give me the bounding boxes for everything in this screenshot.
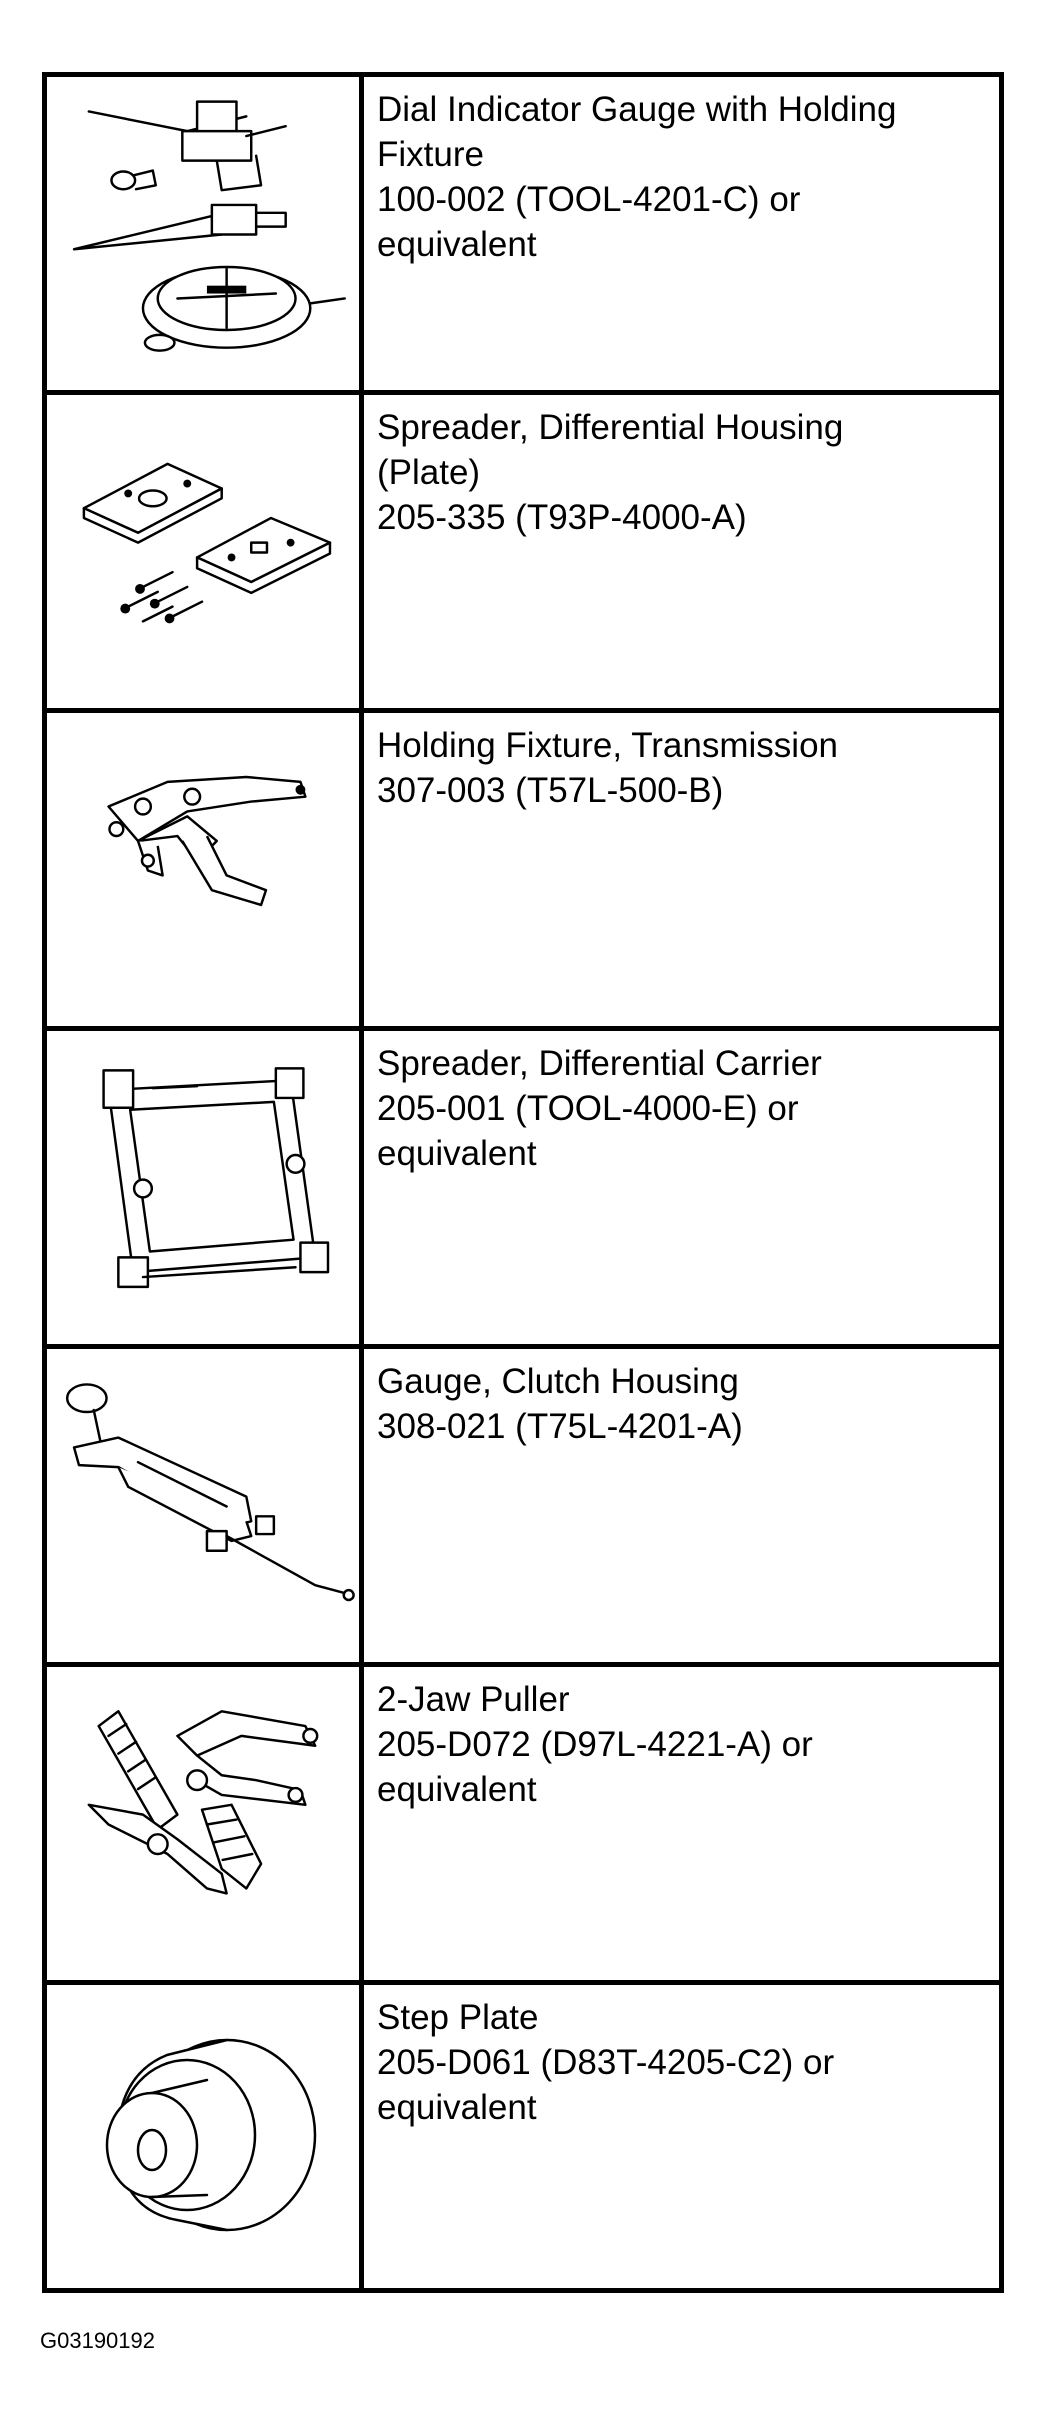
clutch-housing-gauge-icon [47,1349,359,1662]
tool-row [47,1349,999,1667]
tool-part-number: 205-D061 (D83T-4205-C2) or [377,2043,835,2082]
tool-image-cell [47,713,364,1026]
differential-housing-spreader-plate-icon [47,395,359,708]
tool-equivalent: equivalent [377,1134,537,1173]
tool-image-cell [47,77,364,390]
tool-name: Spreader, Differential Carrier [377,1044,822,1083]
dial-indicator-gauge-icon [47,77,359,390]
tool-name-cont: Fixture [377,135,484,174]
tool-image-cell [47,1031,364,1344]
tool-name: Gauge, Clutch Housing [377,1362,739,1401]
tool-part-number: 205-001 (TOOL-4000-E) or [377,1089,799,1128]
figure-id-caption: G03190192 [40,2328,155,2353]
tool-row [47,1985,999,2288]
tool-row [47,1031,999,1349]
tool-name: 2-Jaw Puller [377,1680,570,1719]
step-plate-icon [47,1985,359,2288]
differential-carrier-spreader-icon [47,1031,359,1344]
tool-description [377,1677,989,1812]
tool-description [377,1359,989,1449]
tool-row [47,713,999,1031]
two-jaw-puller-icon [47,1667,359,1980]
tool-name: Step Plate [377,1998,539,2037]
tool-part-number: 205-335 (T93P-4000-A) [377,498,747,537]
tool-row [47,395,999,713]
tool-image-cell [47,1985,364,2288]
tool-part-number: 100-002 (TOOL-4201-C) or [377,180,801,219]
tool-image-cell [47,1667,364,1980]
special-tools-table [42,72,1004,2293]
tool-part-number: 205-D072 (D97L-4221-A) or [377,1725,813,1764]
tool-part-number: 308-021 (T75L-4201-A) [377,1407,743,1446]
tool-equivalent: equivalent [377,2088,537,2127]
tool-image-cell [47,395,364,708]
tool-description [377,405,989,540]
tool-row [47,77,999,395]
tool-part-number: 307-003 (T57L-500-B) [377,771,724,810]
tool-row [47,1667,999,1985]
tool-description [377,723,989,813]
tool-image-cell [47,1349,364,1662]
tool-description [377,1041,989,1176]
tool-name-cont: (Plate) [377,453,481,492]
tool-equivalent: equivalent [377,225,537,264]
tool-name: Spreader, Differential Housing [377,408,844,447]
tool-name: Holding Fixture, Transmission [377,726,838,765]
transmission-holding-fixture-icon [47,713,359,1026]
tool-name: Dial Indicator Gauge with Holding [377,90,897,129]
tool-equivalent: equivalent [377,1770,537,1809]
tool-description [377,87,989,267]
tool-description [377,1995,989,2130]
